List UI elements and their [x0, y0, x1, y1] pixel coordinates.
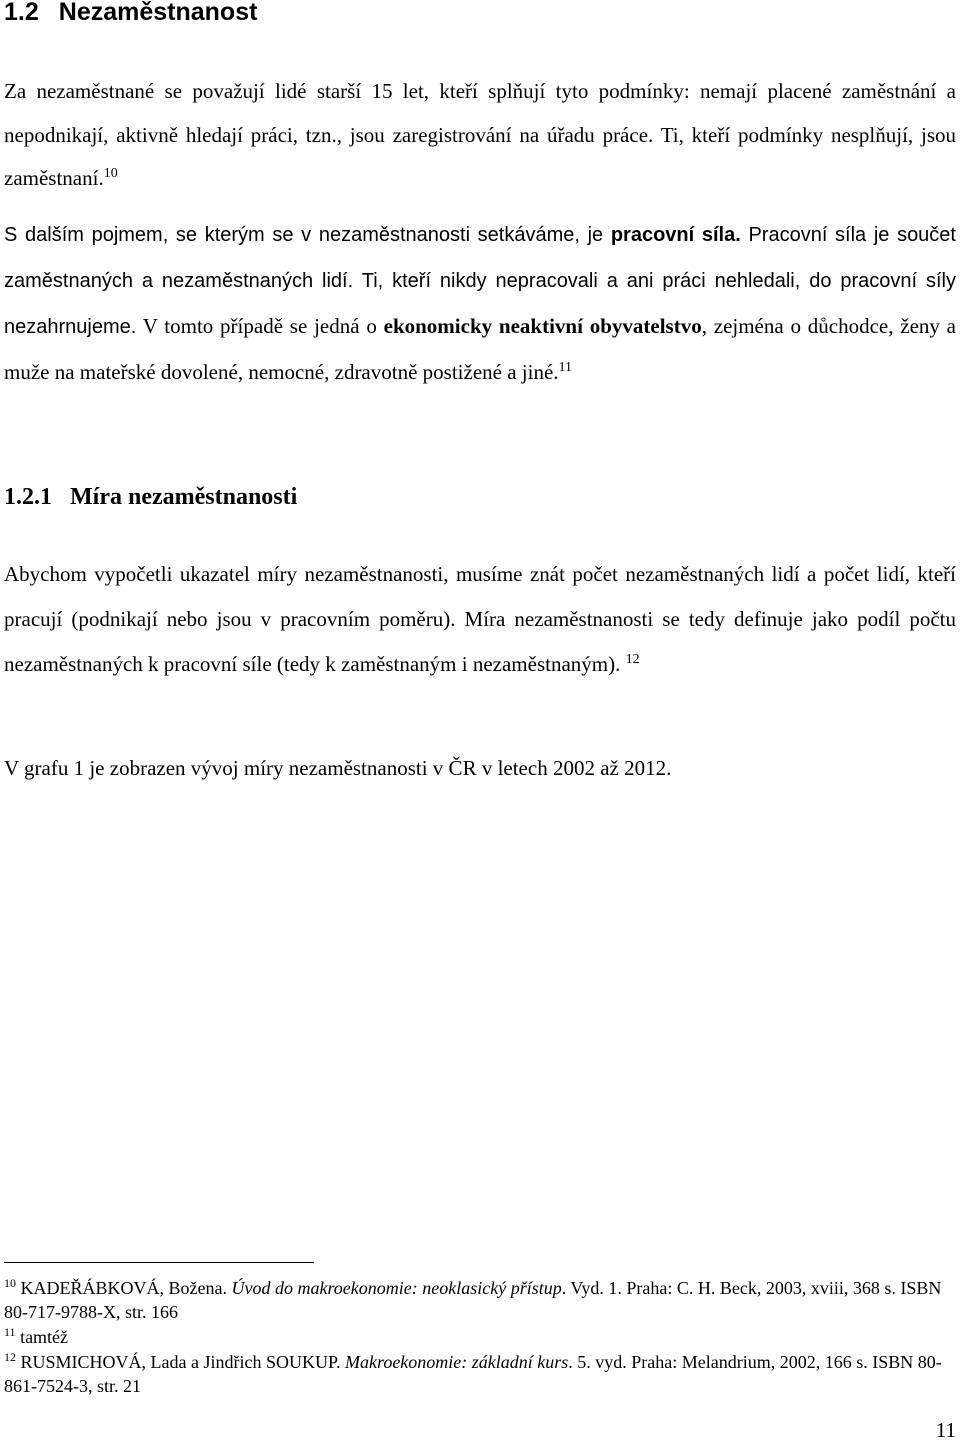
footnote-number: 12 [4, 1350, 16, 1364]
footnote-separator [4, 1262, 314, 1263]
footnote-ref-11[interactable]: 11 [558, 360, 573, 375]
footnote-details: . Vyd. 1. Praha: C. H. Beck, 2003, xviii, 368 s. ISBN 80-717-9788-X, str. 166 [4, 1278, 942, 1322]
footnote-title: Makroekonomie: základní kurs [345, 1352, 569, 1372]
paragraph-definition [4, 70, 956, 201]
section-title: Nezaměstnanost [58, 0, 258, 26]
subsection-heading [4, 484, 297, 511]
footnote-author: KADEŘÁBKOVÁ, Božena. [20, 1278, 227, 1298]
footnote-12 [4, 1350, 954, 1398]
text-run: V tomto případě se jedná o [136, 314, 384, 338]
paragraph-text: Abychom vypočetli ukazatel míry nezaměstnanosti, musíme znát počet nezaměstnaných lidí a počet lidí, kteří pracují (podnikají nebo jsou v pracovním poměru). Míra nezaměstnanosti se tedy definuje jako podíl počtu nezaměstnaných k pracovní síle (tedy k zaměstnaným i nezaměstnaným). [4, 562, 956, 676]
text-run: Pracovní síla je součet zaměstnaných a nezaměstnaných lidí. Ti, kteří nikdy nepracovali a ani práci nehledali, do pracovní síly nezahrnujeme. [4, 224, 956, 338]
subsection-number: 1.2.1 [4, 484, 52, 510]
paragraph-text: V grafu 1 je zobrazen vývoj míry nezaměstnanosti v ČR v letech 2002 až 2012. [4, 756, 672, 780]
footnote-10 [4, 1276, 954, 1324]
footnote-title: Úvod do makroekonomie: neoklasický přístup [231, 1278, 562, 1298]
text-run: S dalším pojmem, se kterým se v nezaměstnanosti setkáváme, je [4, 224, 611, 246]
footnote-ref-10[interactable]: 10 [103, 166, 118, 181]
page-number: 11 [935, 1418, 956, 1442]
text-run: , zejména o důchodce, ženy a muže na mateřské dovolené, nemocné, zdravotně postižené a jiné. [4, 314, 956, 384]
section-heading [4, 0, 257, 27]
footnote-number: 11 [4, 1325, 16, 1339]
bold-term-labor-force: pracovní síla. [610, 224, 741, 246]
footnote-text: tamtéž [20, 1327, 69, 1347]
section-number: 1.2 [4, 0, 39, 26]
footnote-11 [4, 1325, 954, 1349]
paragraph-text: Za nezaměstnané se považují lidé starší 15 let, kteří splňují tyto podmínky: nemají placené zaměstnání a nepodnikají, aktivně hledají práci, tzn., jsou zaregistrování na úřadu práce. Ti, kteří podmínky nesplňují, jsou zaměstnaní. [4, 79, 956, 190]
footnote-author: RUSMICHOVÁ, Lada a Jindřich SOUKUP. [20, 1352, 341, 1372]
footnote-ref-12[interactable]: 12 [625, 652, 640, 667]
footnote-details: . 5. vyd. Praha: Melandrium, 2002, 166 s. ISBN 80-861-7524-3, str. 21 [4, 1352, 942, 1396]
paragraph-graph-reference [4, 746, 956, 791]
footnote-number: 10 [4, 1276, 16, 1290]
paragraph-labor-force [4, 212, 956, 395]
subsection-title: Míra nezaměstnanosti [70, 484, 298, 510]
bold-term-inactive-population: ekonomicky neaktivní obyvatelstvo [383, 314, 702, 338]
paragraph-unemployment-rate [4, 552, 956, 687]
